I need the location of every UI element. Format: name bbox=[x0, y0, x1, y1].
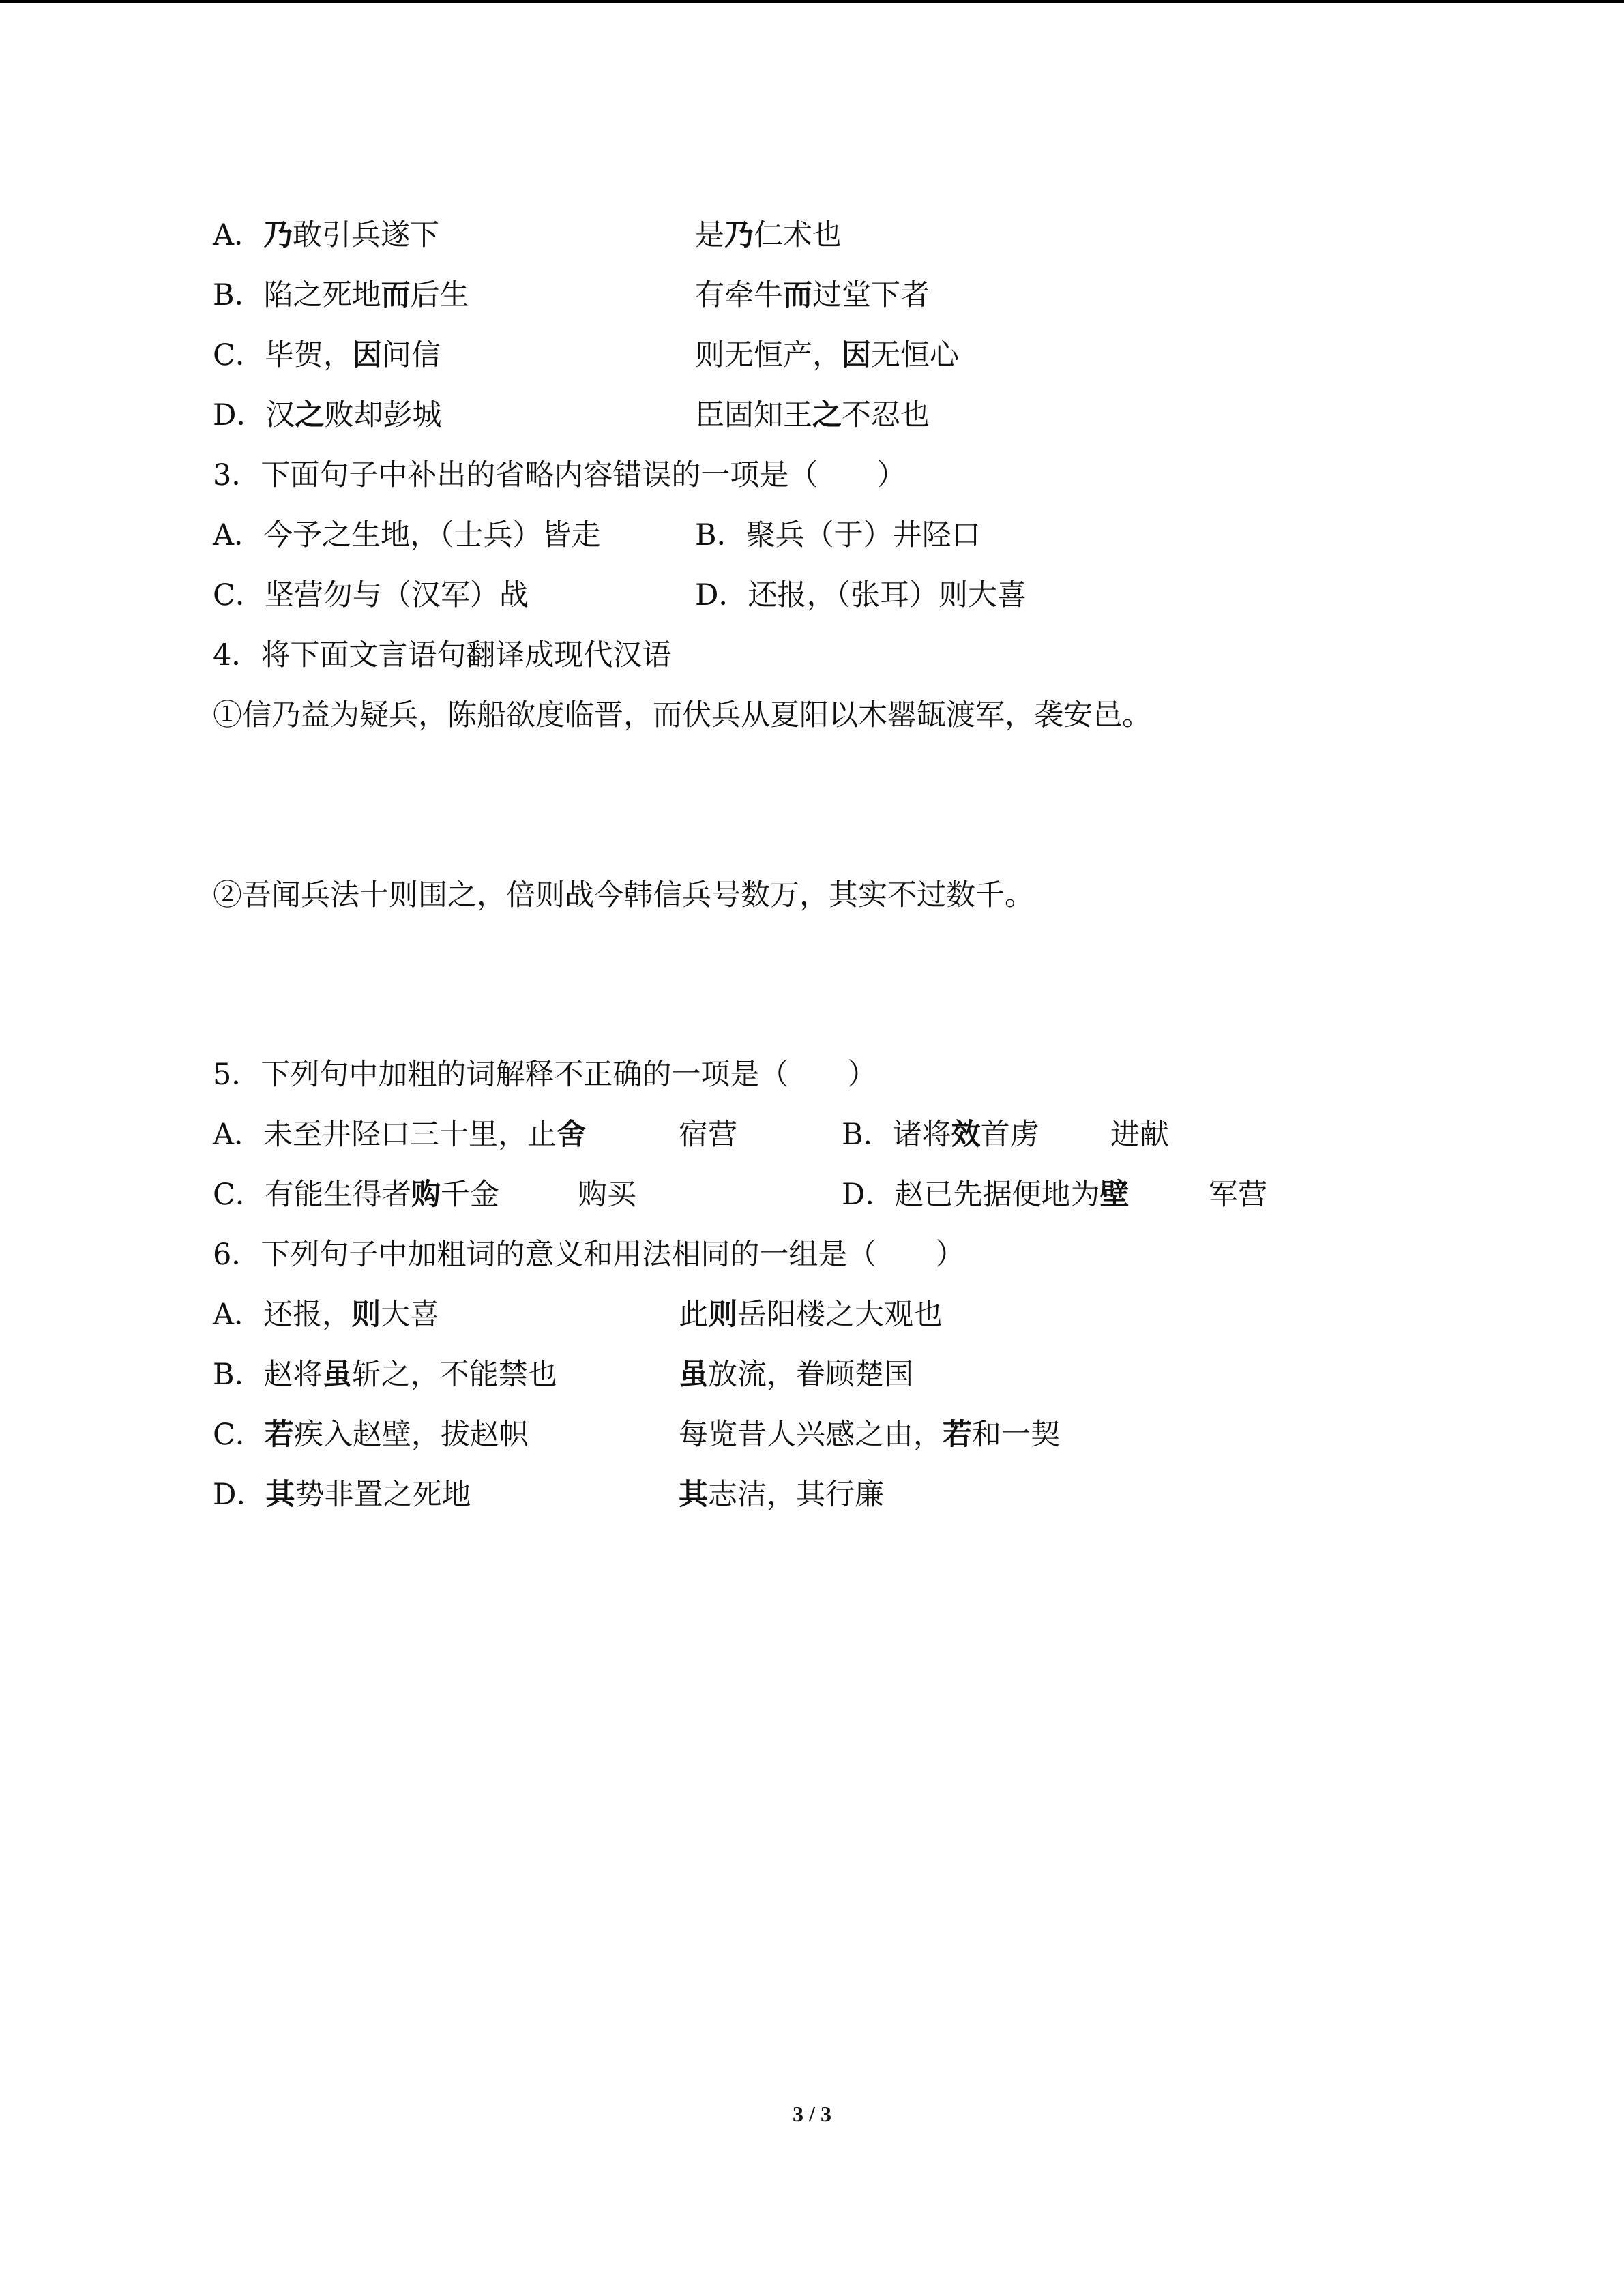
gloss: 进献 bbox=[1110, 1118, 1169, 1152]
bold-word: 购 bbox=[411, 1178, 441, 1212]
q4-sentence-1: ①信乃益为疑兵，陈船欲度临晋，而伏兵从夏阳以木罂缻渡军，袭安邑。 bbox=[213, 698, 1151, 732]
bold-word: 乃 bbox=[263, 218, 293, 252]
bold-word: 舍 bbox=[557, 1118, 587, 1152]
q6-option-a: A．还报，则大喜 此则岳阳楼之大观也 bbox=[213, 1298, 943, 1332]
bold-word: 因 bbox=[352, 338, 382, 372]
bold-word: 虽 bbox=[322, 1358, 352, 1392]
q2-option-b: B．陷之死地而后生 有牵牛而过堂下者 bbox=[213, 275, 469, 315]
q2-option-a-pair: 是乃仁术也 bbox=[695, 218, 842, 252]
q3-options-row-2: C．坚营勿与（汉军）战 D．还报，（张耳）则大喜 bbox=[213, 578, 1027, 612]
gloss: 宿营 bbox=[679, 1118, 737, 1152]
q2-option-b-pair: 有牵牛而过堂下者 bbox=[695, 278, 930, 312]
q5-stem: 5．下列句中加粗的词解释不正确的一项是（ ） bbox=[213, 1058, 877, 1092]
q2-option-d: D．汉之败却彭城 臣固知王之不忍也 bbox=[213, 396, 441, 435]
q2-option-a: A．乃敢引兵遂下 是乃仁术也 bbox=[213, 215, 439, 255]
bold-word: 壁 bbox=[1099, 1178, 1130, 1212]
bold-word: 其 bbox=[679, 1478, 708, 1512]
bold-word: 而 bbox=[381, 278, 411, 312]
bold-word: 若 bbox=[943, 1418, 972, 1452]
q3-stem: 3．下面句子中补出的省略内容错误的一项是（ ） bbox=[213, 458, 906, 492]
top-border bbox=[0, 0, 1624, 3]
q5-options-row-2: C．有能生得者购千金 购买 D．赵已先据便地为壁 军营 bbox=[213, 1175, 499, 1214]
q6-option-b: B．赵将虽斩之，不能禁也 虽放流，眷顾楚国 bbox=[213, 1358, 913, 1392]
q2-option-c-pair: 则无恒产，因无恒心 bbox=[695, 338, 959, 372]
q4-stem: 4．将下面文言语句翻译成现代汉语 bbox=[213, 638, 672, 672]
bold-word: 因 bbox=[842, 338, 871, 372]
q5-options-row-1: A．未至井陉口三十里，止舍 宿营 B．诸将效首虏 进献 bbox=[213, 1115, 586, 1154]
bold-word: 乃 bbox=[724, 218, 754, 252]
q3-options-row-1: A．今予之生地，（士兵）皆走 B．聚兵（于）井陉口 bbox=[213, 518, 981, 552]
bold-word: 则 bbox=[351, 1298, 381, 1332]
bold-word: 效 bbox=[951, 1118, 981, 1152]
bold-word: 而 bbox=[783, 278, 812, 312]
gloss: 军营 bbox=[1209, 1178, 1267, 1212]
q6-option-d: D．其势非置之死地 其志洁，其行廉 bbox=[213, 1478, 884, 1512]
gloss: 购买 bbox=[578, 1178, 636, 1212]
q4-sentence-2: ②吾闻兵法十则围之，倍则战今韩信兵号数万，其实不过数千。 bbox=[213, 878, 1034, 912]
bold-word: 其 bbox=[265, 1478, 295, 1512]
bold-word: 若 bbox=[264, 1418, 294, 1452]
q2-option-c: C．毕贺，因问信 则无恒产，因无恒心 bbox=[213, 336, 441, 375]
q2-option-d-pair: 臣固知王之不忍也 bbox=[695, 398, 930, 432]
q6-stem: 6．下列句子中加粗词的意义和用法相同的一组是（ ） bbox=[213, 1238, 965, 1272]
bold-word: 虽 bbox=[679, 1358, 708, 1392]
page-number: 3 / 3 bbox=[793, 2102, 831, 2126]
q6-option-c: C．若疾入赵壁，拔赵帜 每览昔人兴感之由，若和一契 bbox=[213, 1418, 1060, 1452]
bold-word: 之 bbox=[295, 398, 325, 432]
bold-word: 之 bbox=[812, 398, 842, 432]
bold-word: 则 bbox=[708, 1298, 737, 1332]
